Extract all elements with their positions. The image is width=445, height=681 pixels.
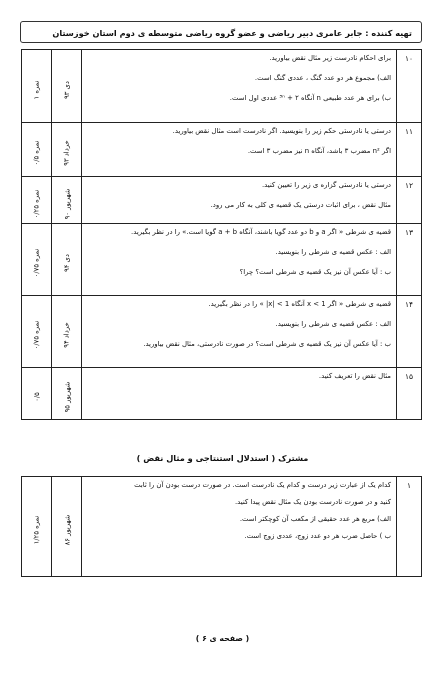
score-cell: ۱ نمره (22, 50, 52, 123)
score-cell: ۰/۵ نمره (22, 123, 52, 177)
question-cell: مثال نقض را تعریف کنید. (82, 368, 397, 420)
score-cell: ۱/۲۵ نمره (22, 477, 52, 577)
date-cell: دی ۹۴ (52, 224, 82, 296)
questions-table (21, 49, 422, 420)
table-row (22, 50, 422, 123)
table-row (22, 477, 422, 577)
score-cell: ۰/۲۵ نمره (22, 177, 52, 224)
question-number: ۱۴ (397, 296, 422, 368)
section-title: مشترک ( استدلال استنتاجی و مثال نقض ) (136, 453, 309, 463)
table-row (22, 177, 422, 224)
question-cell: قضیه ی شرطی « اگر 1 > x آنگاه 1 > |x| » را در نظر بگیرید. الف : عکس قضیه ی شرطی را بنویسید. ب : آیا عکس آن نیز یک قضیه ی شرطی است؟ در صورت نادرستی، مثال نقض بیاورید. (82, 296, 397, 368)
question-number: ۱۳ (397, 224, 422, 296)
score-cell: ۰/۵ (22, 368, 52, 420)
question-number: ۱۰ (397, 50, 422, 123)
score-cell: ۰/۷۵ نمره (22, 296, 52, 368)
date-cell: شهریور ۹۵ (52, 368, 82, 420)
date-cell: دی ۹۳ (52, 50, 82, 123)
question-cell: برای احکام نادرست زیر مثال نقض بیاورید. الف) مجموع هر دو عدد گنگ ، عددی گنگ است. ب) برای هر عدد طبیعی n آنگاه ۲ + ³ⁿ عددی اول است. (82, 50, 397, 123)
table-row (22, 368, 422, 420)
question-cell: کدام یک از عبارت زیر درست و کدام یک نادرست است. در صورت درست بودن آن را ثابت کنید و در صورت نادرست بودن یک مثال نقض پیدا کنید. الف) مربع هر عدد حقیقی از مکعب آن کوچکتر است. ب ) حاصل ضرب هر دو عدد زوج، عددی زوج است. (82, 477, 397, 577)
score-cell: ۰/۷۵ نمره (22, 224, 52, 296)
page-number: ( صفحه ی ۶ ) (195, 634, 250, 643)
question-cell: قضیه ی شرطی « اگر a و b دو عدد گویا باشند، آنگاه a + b گویا است.» را در نظر بگیرید. الف : عکس قضیه ی شرطی را بنویسید. ب : آیا عکس آن نیز یک قضیه ی شرطی است؟ چرا؟ (82, 224, 397, 296)
page-header: تهیه کننده : جابر عامری دبیر ریاضی و عضو گروه ریاضی متوسطه ی دوم استان خوزستان (20, 21, 422, 43)
question-number: ۱ (397, 477, 422, 577)
question-number: ۱۵ (397, 368, 422, 420)
table-row (22, 123, 422, 177)
question-number: ۱۲ (397, 177, 422, 224)
question-cell: درستی یا نادرستی گزاره ی زیر را تعیین کنید. مثال نقض ، برای اثبات درستی یک قضیه ی کلی به کار می رود. (82, 177, 397, 224)
question-number: ۱۱ (397, 123, 422, 177)
shared-questions-table (21, 476, 422, 577)
date-cell: خرداد ۹۴ (52, 296, 82, 368)
date-cell: خرداد ۹۳ (52, 123, 82, 177)
table-row (22, 224, 422, 296)
date-cell: شهریور ۹۰ (52, 177, 82, 224)
question-cell: درستی یا نادرستی حکم زیر را بنویسید. اگر نادرست است مثال نقض بیاورید. اگر n² مضرب ۳ باشد، آنگاه n نیز مضرب ۳ است. (82, 123, 397, 177)
table-row (22, 296, 422, 368)
date-cell: شهریور ۸۶ (52, 477, 82, 577)
